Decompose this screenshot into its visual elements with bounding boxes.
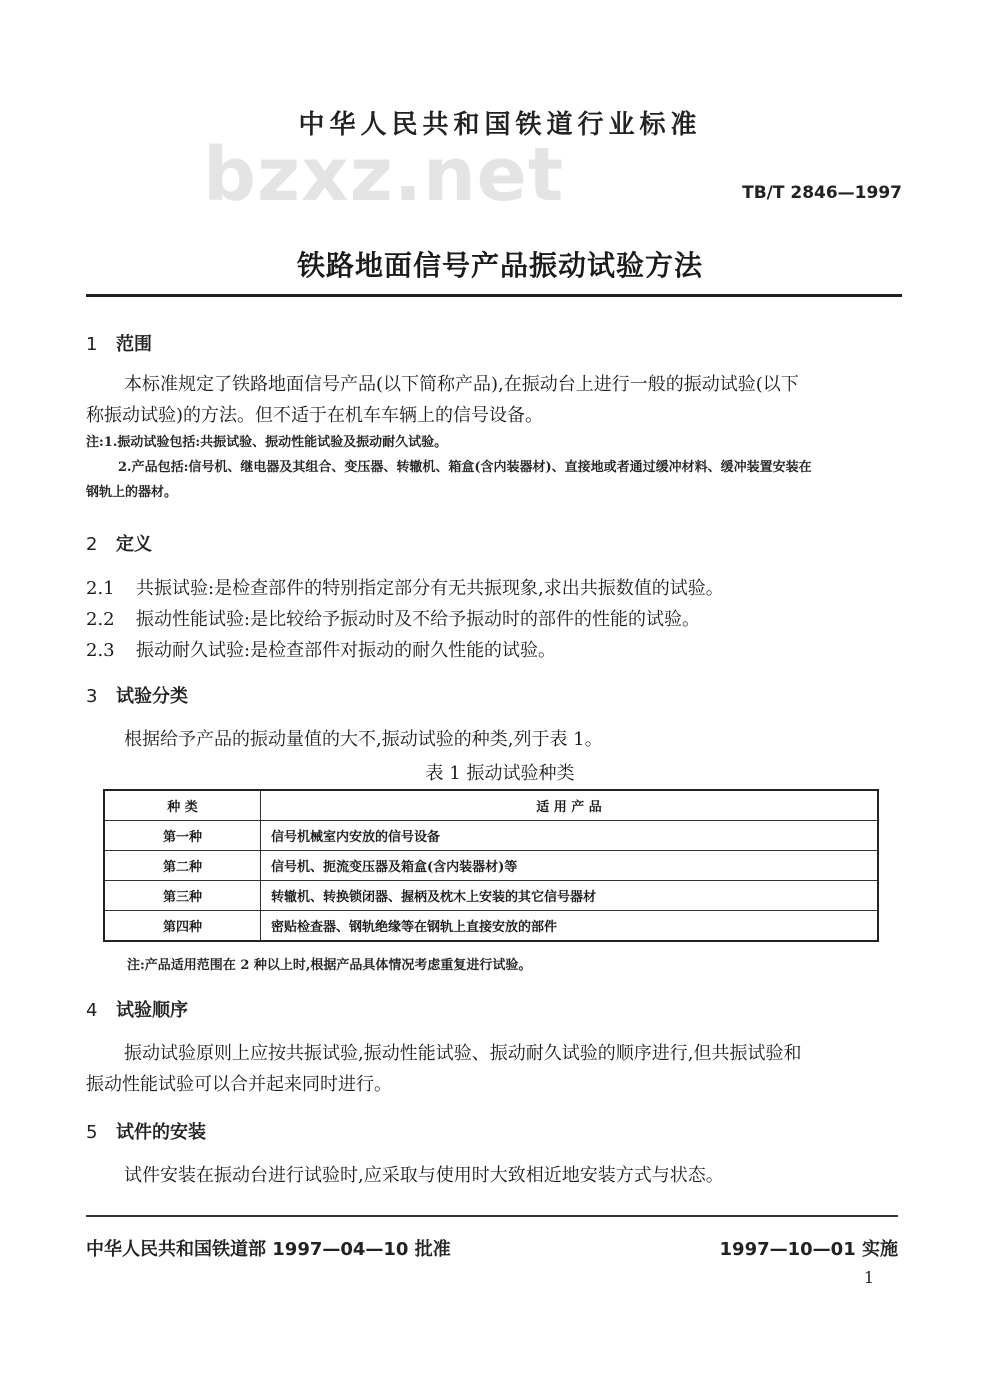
watermark: bzxz.net: [203, 132, 565, 218]
section-1-heading: [86, 330, 152, 356]
vibration-type-table: [103, 789, 879, 942]
paragraph-line: 振动性能试验可以合并起来同时进行。: [86, 1074, 392, 1095]
section-1-notes: [86, 430, 902, 505]
page-number: 1: [863, 1268, 874, 1287]
section-1-paragraph: [86, 369, 902, 431]
table-cell-kind: 第二种: [104, 851, 261, 881]
section-title: 试件的安装: [116, 1122, 206, 1143]
footer-divider: [86, 1215, 898, 1217]
definition-text: 振动耐久试验:是检查部件对振动的耐久性能的试验。: [136, 640, 557, 661]
section-number: 4: [86, 1000, 98, 1021]
section-title: 范围: [116, 334, 152, 355]
note-line: 钢轨上的器材。: [86, 485, 178, 500]
table-note: 注:产品适用范围在 2 种以上时,根据产品具体情况考虑重复进行试验。: [127, 958, 532, 973]
column-header-kind: 种 类: [104, 790, 261, 821]
section-2-heading: [86, 530, 152, 556]
approval-line: 中华人民共和国铁道部 1997—04—10 批准: [86, 1239, 451, 1260]
section-number: 5: [86, 1122, 98, 1143]
implementation-date: 1997—10—01 实施: [719, 1239, 898, 1260]
section-4-paragraph: [86, 1038, 902, 1100]
table-caption: 表 1 振动试验种类: [425, 763, 575, 784]
paragraph-line: 本标准规定了铁路地面信号产品(以下简称产品),在振动台上进行一般的振动试验(以下: [124, 374, 799, 395]
section-4-heading: [86, 996, 188, 1022]
table-cell-products: 信号机、扼流变压器及箱盒(含内装器材)等: [261, 851, 879, 881]
table-cell-kind: 第四种: [104, 911, 261, 942]
definition-item: [86, 605, 902, 631]
section-title: 试验顺序: [116, 1000, 188, 1021]
definition-item: [86, 636, 902, 662]
table-cell-products: 信号机械室内安放的信号设备: [261, 821, 879, 851]
issuing-organization: 中华人民共和国铁道行业标准: [298, 110, 702, 140]
document-title: 铁路地面信号产品振动试验方法: [296, 249, 703, 282]
paragraph-line: 称振动试验)的方法。但不适于在机车车辆上的信号设备。: [86, 405, 544, 426]
section-5-heading: [86, 1118, 206, 1144]
table-cell-products: 密贴检查器、钢轨绝缘等在钢轨上直接安放的部件: [261, 911, 879, 942]
section-3-paragraph: 根据给予产品的振动量值的大不,振动试验的种类,列于表 1。: [124, 729, 603, 750]
table-cell-kind: 第一种: [104, 821, 261, 851]
definition-number: 2.1: [86, 578, 115, 599]
section-number: 1: [86, 334, 98, 355]
table-row: [104, 911, 878, 942]
standard-code: TB/T 2846—1997: [742, 183, 902, 203]
section-3-heading: [86, 682, 188, 708]
section-title: 定义: [116, 534, 152, 555]
section-5-paragraph: 试件安装在振动台进行试验时,应采取与使用时大致相近地安装方式与状态。: [124, 1165, 724, 1186]
definition-item: [86, 574, 902, 600]
table-row: [104, 881, 878, 911]
table-row: [104, 851, 878, 881]
section-number: 2: [86, 534, 98, 555]
definition-text: 共振试验:是检查部件的特别指定部分有无共振现象,求出共振数值的试验。: [136, 578, 724, 599]
title-divider: [86, 294, 902, 297]
definition-number: 2.3: [86, 640, 115, 661]
table-cell-kind: 第三种: [104, 881, 261, 911]
table-header-row: [104, 790, 878, 821]
column-header-products: 适 用 产 品: [261, 790, 879, 821]
definition-number: 2.2: [86, 609, 115, 630]
section-number: 3: [86, 686, 98, 707]
table-cell-products: 转辙机、转换锁闭器、握柄及枕木上安装的其它信号器材: [261, 881, 879, 911]
paragraph-line: 振动试验原则上应按共振试验,振动性能试验、振动耐久试验的顺序进行,但共振试验和: [124, 1043, 802, 1064]
table-row: [104, 821, 878, 851]
note-line: 2.产品包括:信号机、继电器及其组合、变压器、转辙机、箱盒(含内装器材)、直接地或者通过缓冲材料、缓冲装置安装在: [118, 460, 812, 475]
note-line: 注:1.振动试验包括:共振试验、振动性能试验及振动耐久试验。: [86, 435, 448, 450]
definition-text: 振动性能试验:是比较给予振动时及不给予振动时的部件的性能的试验。: [136, 609, 701, 630]
section-title: 试验分类: [116, 686, 188, 707]
